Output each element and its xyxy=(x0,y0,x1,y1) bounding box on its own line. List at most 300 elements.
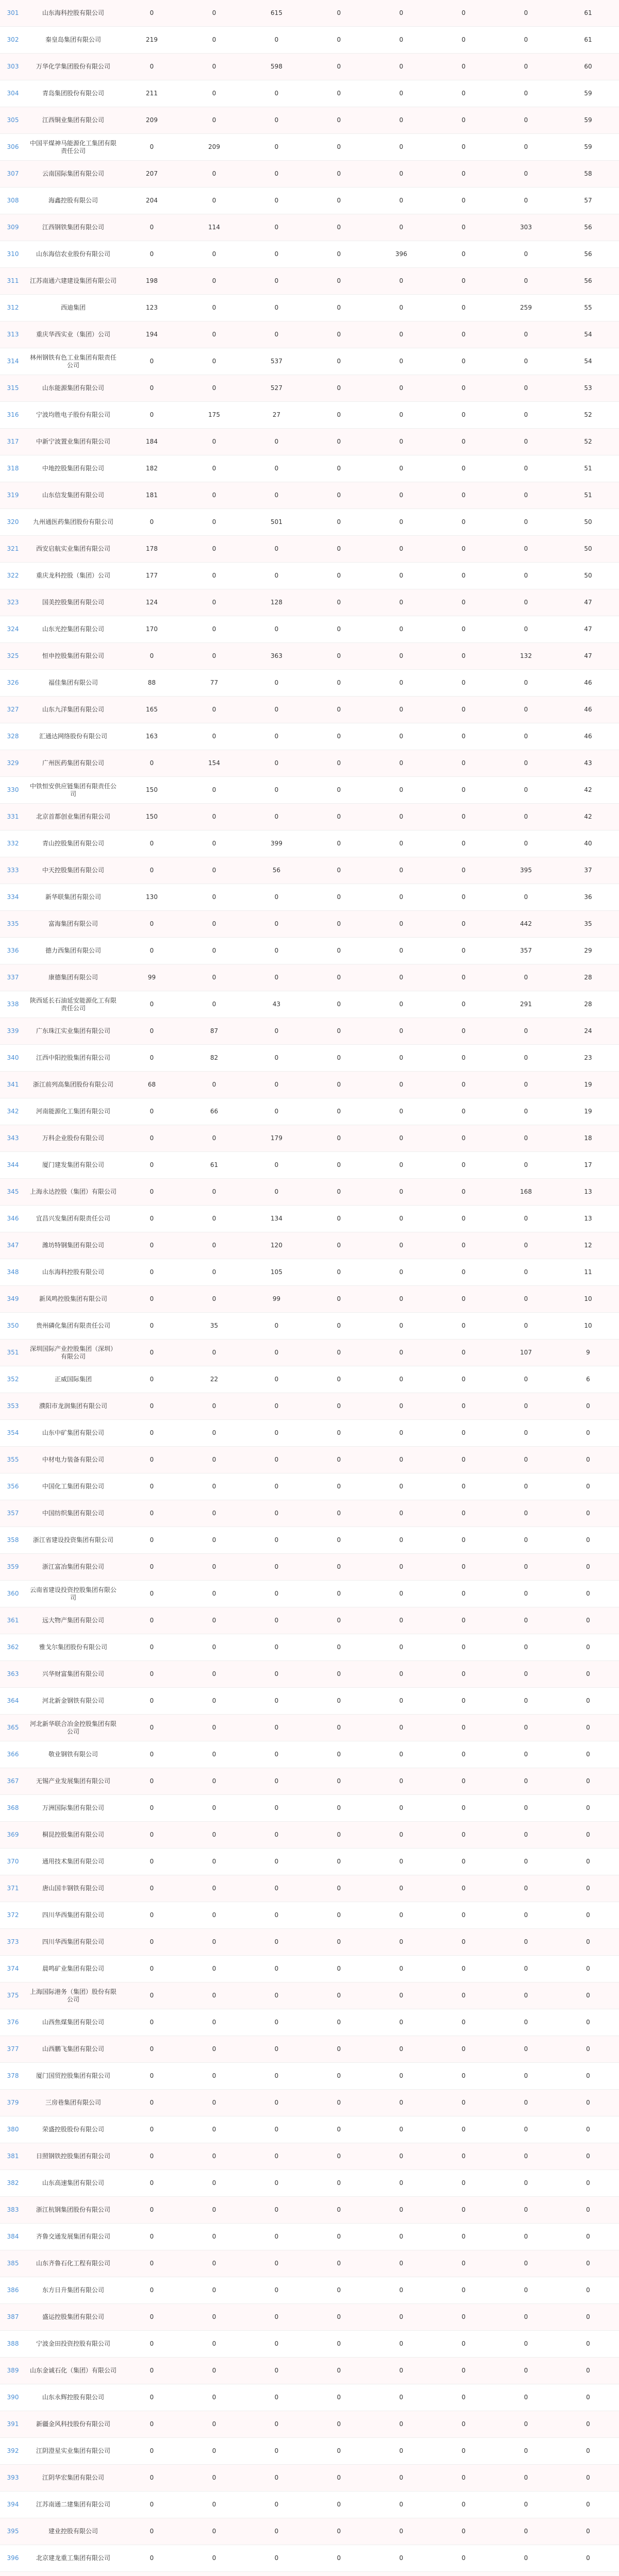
company-name-cell: 陕西延长石油延安能源化工有限责任公司 xyxy=(29,996,116,1012)
score-cell: 0 xyxy=(149,1831,154,1838)
score-cell: 0 xyxy=(461,1215,466,1222)
score-cell: 0 xyxy=(524,2501,528,2508)
score-cell: 0 xyxy=(461,679,466,686)
table-row xyxy=(0,1179,619,1206)
rank-cell[interactable]: 337 xyxy=(7,974,19,981)
score-cell: 615 xyxy=(271,9,282,16)
score-cell: 0 xyxy=(149,2233,154,2240)
score-cell: 0 xyxy=(461,116,466,124)
table-row xyxy=(0,1768,619,1795)
score-cell: 0 xyxy=(399,1295,404,1302)
rank-cell[interactable]: 310 xyxy=(7,250,19,258)
score-cell: 0 xyxy=(337,1617,341,1624)
company-name-cell: 北京建龙重工集团有限公司 xyxy=(36,2554,110,2562)
score-cell: 0 xyxy=(524,438,528,445)
table-row xyxy=(0,482,619,509)
rank-cell[interactable]: 313 xyxy=(7,331,19,338)
total-score-cell: 0 xyxy=(586,2019,590,2026)
score-cell: 0 xyxy=(337,2528,341,2535)
rank-cell[interactable]: 344 xyxy=(7,1161,19,1168)
score-cell: 0 xyxy=(399,1643,404,1651)
rank-cell[interactable]: 350 xyxy=(7,1322,19,1329)
rank-cell[interactable]: 303 xyxy=(7,63,19,70)
rank-cell[interactable]: 384 xyxy=(7,2233,19,2240)
rank-cell[interactable]: 318 xyxy=(7,465,19,472)
rank-cell[interactable]: 393 xyxy=(7,2474,19,2481)
company-name-cell: 宁波均胜电子股份有限公司 xyxy=(36,411,110,418)
total-score-cell: 0 xyxy=(586,2072,590,2079)
rank-cell[interactable]: 395 xyxy=(7,2528,19,2535)
score-cell: 395 xyxy=(520,867,532,874)
rank-cell[interactable]: 345 xyxy=(7,1188,19,1195)
score-cell: 0 xyxy=(399,759,404,767)
score-cell: 0 xyxy=(274,1161,279,1168)
table-row xyxy=(0,1795,619,1822)
score-cell: 0 xyxy=(274,1777,279,1785)
score-cell: 132 xyxy=(520,652,532,659)
score-cell: 0 xyxy=(524,1858,528,1865)
rank-cell[interactable]: 339 xyxy=(7,1027,19,1035)
rank-cell[interactable]: 378 xyxy=(7,2072,19,2079)
score-cell: 0 xyxy=(337,2340,341,2347)
score-cell: 0 xyxy=(337,1108,341,1115)
rank-cell[interactable]: 317 xyxy=(7,438,19,445)
rank-cell[interactable]: 391 xyxy=(7,2420,19,2428)
score-cell: 0 xyxy=(212,170,216,177)
table-row xyxy=(0,2358,619,2384)
score-cell: 0 xyxy=(461,2099,466,2106)
score-cell: 0 xyxy=(274,1885,279,1892)
score-cell: 0 xyxy=(149,1054,154,1061)
score-cell: 0 xyxy=(337,492,341,499)
total-score-cell: 36 xyxy=(584,893,592,901)
total-score-cell: 6 xyxy=(586,1376,590,1383)
score-cell: 0 xyxy=(337,1081,341,1088)
rank-cell[interactable]: 392 xyxy=(7,2447,19,2454)
score-cell: 0 xyxy=(461,572,466,579)
score-cell: 0 xyxy=(461,2126,466,2133)
score-cell: 0 xyxy=(149,1885,154,1892)
rank-cell[interactable]: 349 xyxy=(7,1295,19,1302)
score-cell: 198 xyxy=(146,277,158,284)
rank-cell[interactable]: 369 xyxy=(7,1831,19,1838)
score-cell: 0 xyxy=(461,2340,466,2347)
score-cell: 0 xyxy=(149,1402,154,1410)
score-cell: 0 xyxy=(212,2501,216,2508)
rank-cell[interactable]: 356 xyxy=(7,1483,19,1490)
score-cell: 0 xyxy=(274,947,279,954)
score-cell: 0 xyxy=(212,2394,216,2401)
rank-cell[interactable]: 333 xyxy=(7,867,19,874)
company-name-cell: 齐鲁交通发展集团有限公司 xyxy=(36,2233,110,2240)
company-name-cell: 远大物产集团有限公司 xyxy=(42,1617,104,1624)
rank-cell[interactable]: 326 xyxy=(7,679,19,686)
score-cell: 0 xyxy=(399,224,404,231)
rank-cell[interactable]: 323 xyxy=(7,599,19,606)
score-cell: 0 xyxy=(212,1483,216,1490)
score-cell: 0 xyxy=(212,331,216,338)
score-cell: 0 xyxy=(461,1108,466,1115)
score-cell: 0 xyxy=(337,1001,341,1008)
rank-cell[interactable]: 330 xyxy=(7,786,19,793)
score-cell: 0 xyxy=(399,1510,404,1517)
score-cell: 0 xyxy=(337,2501,341,2508)
rank-cell[interactable]: 312 xyxy=(7,304,19,311)
table-row xyxy=(0,804,619,831)
rank-cell[interactable]: 368 xyxy=(7,1804,19,1811)
rank-cell[interactable]: 343 xyxy=(7,1134,19,1142)
total-score-cell: 56 xyxy=(584,250,592,258)
rank-cell[interactable]: 301 xyxy=(7,9,19,16)
total-score-cell: 0 xyxy=(586,1938,590,1945)
table-row xyxy=(0,1956,619,1982)
score-cell: 0 xyxy=(337,90,341,97)
score-cell: 0 xyxy=(399,1697,404,1704)
rank-cell[interactable]: 302 xyxy=(7,36,19,43)
rank-cell[interactable]: 347 xyxy=(7,1242,19,1249)
table-row xyxy=(0,375,619,402)
score-cell: 0 xyxy=(274,2286,279,2294)
rank-cell[interactable]: 311 xyxy=(7,277,19,284)
score-cell: 0 xyxy=(212,1858,216,1865)
score-cell: 0 xyxy=(399,920,404,927)
rank-cell[interactable]: 308 xyxy=(7,197,19,204)
rank-cell[interactable]: 342 xyxy=(7,1108,19,1115)
score-cell: 0 xyxy=(212,1215,216,1222)
score-cell: 0 xyxy=(337,2554,341,2562)
rank-cell[interactable]: 341 xyxy=(7,1081,19,1088)
score-cell: 0 xyxy=(337,1027,341,1035)
rank-cell[interactable]: 329 xyxy=(7,759,19,767)
score-cell: 0 xyxy=(337,2072,341,2079)
total-score-cell: 11 xyxy=(584,1268,592,1276)
rank-cell[interactable]: 359 xyxy=(7,1563,19,1570)
rank-cell[interactable]: 320 xyxy=(7,518,19,526)
total-score-cell: 42 xyxy=(584,813,592,820)
total-score-cell: 52 xyxy=(584,411,592,418)
score-cell: 0 xyxy=(524,706,528,713)
rank-cell[interactable]: 364 xyxy=(7,1697,19,1704)
rank-cell[interactable]: 321 xyxy=(7,545,19,552)
score-cell: 0 xyxy=(461,706,466,713)
rank-cell[interactable]: 357 xyxy=(7,1510,19,1517)
company-name-cell: 江西钢铁集团有限公司 xyxy=(42,224,104,231)
score-cell: 0 xyxy=(274,277,279,284)
score-cell: 0 xyxy=(149,1804,154,1811)
company-name-cell: 浙江前列高集团股份有限公司 xyxy=(32,1081,113,1088)
score-cell: 0 xyxy=(524,250,528,258)
rank-cell[interactable]: 328 xyxy=(7,733,19,740)
score-cell: 0 xyxy=(461,1001,466,1008)
score-cell: 209 xyxy=(146,116,158,124)
company-name-cell: 通用技术集团有限公司 xyxy=(42,1858,104,1865)
rank-cell[interactable]: 351 xyxy=(7,1349,19,1356)
score-cell: 0 xyxy=(399,2179,404,2187)
score-cell: 0 xyxy=(524,2420,528,2428)
rank-cell[interactable]: 382 xyxy=(7,2179,19,2187)
score-cell: 0 xyxy=(461,1027,466,1035)
table-row xyxy=(0,1206,619,1232)
total-score-cell: 0 xyxy=(586,1402,590,1410)
score-cell: 150 xyxy=(146,786,158,793)
score-cell: 0 xyxy=(399,1858,404,1865)
score-cell: 0 xyxy=(461,2153,466,2160)
table-row xyxy=(0,1447,619,1473)
score-cell: 0 xyxy=(274,2367,279,2374)
company-name-cell: 康德集团有限公司 xyxy=(48,974,98,981)
table-row xyxy=(0,2036,619,2063)
rank-cell[interactable]: 366 xyxy=(7,1751,19,1758)
score-cell: 0 xyxy=(524,1831,528,1838)
rank-cell[interactable]: 376 xyxy=(7,2019,19,2026)
total-score-cell: 24 xyxy=(584,1027,592,1035)
rank-cell[interactable]: 304 xyxy=(7,90,19,97)
company-name-cell: 河南能源化工集团有限公司 xyxy=(36,1108,110,1115)
score-cell: 0 xyxy=(461,1081,466,1088)
total-score-cell: 19 xyxy=(584,1108,592,1115)
rank-cell[interactable]: 383 xyxy=(7,2206,19,2213)
rank-cell[interactable]: 324 xyxy=(7,625,19,633)
rank-cell[interactable]: 306 xyxy=(7,143,19,150)
rank-cell[interactable]: 385 xyxy=(7,2260,19,2267)
score-cell xyxy=(183,2572,245,2576)
score-cell: 0 xyxy=(524,2179,528,2187)
score-cell: 0 xyxy=(337,706,341,713)
rank-cell[interactable]: 390 xyxy=(7,2394,19,2401)
total-score-cell: 0 xyxy=(586,2099,590,2106)
total-score-cell: 0 xyxy=(586,1804,590,1811)
score-cell: 0 xyxy=(461,599,466,606)
rank-cell[interactable]: 387 xyxy=(7,2313,19,2320)
score-cell: 0 xyxy=(337,1429,341,1436)
score-cell: 0 xyxy=(524,358,528,365)
rank-cell[interactable]: 334 xyxy=(7,893,19,901)
rank-cell[interactable]: 363 xyxy=(7,1670,19,1677)
score-cell: 0 xyxy=(337,1885,341,1892)
score-cell: 0 xyxy=(337,465,341,472)
score-cell: 0 xyxy=(461,2394,466,2401)
company-name-cell: 雅戈尔集团股份有限公司 xyxy=(39,1643,107,1651)
table-row xyxy=(0,1045,619,1072)
rank-cell[interactable]: 316 xyxy=(7,411,19,418)
rank-cell[interactable]: 327 xyxy=(7,706,19,713)
score-cell: 184 xyxy=(146,438,158,445)
company-name-cell: 江阴澄星实业集团有限公司 xyxy=(36,2447,110,2454)
score-cell: 0 xyxy=(149,1268,154,1276)
score-cell: 0 xyxy=(399,2233,404,2240)
score-cell: 0 xyxy=(212,947,216,954)
score-cell: 0 xyxy=(274,974,279,981)
table-row xyxy=(0,2572,619,2576)
rank-cell[interactable]: 336 xyxy=(7,947,19,954)
score-cell: 0 xyxy=(337,2045,341,2053)
score-cell: 0 xyxy=(461,2420,466,2428)
rank-cell[interactable]: 353 xyxy=(7,1402,19,1410)
score-cell: 0 xyxy=(399,1536,404,1544)
score-cell: 0 xyxy=(337,652,341,659)
rank-cell[interactable]: 354 xyxy=(7,1429,19,1436)
score-cell: 0 xyxy=(337,1536,341,1544)
score-cell: 0 xyxy=(274,2179,279,2187)
score-cell: 0 xyxy=(337,250,341,258)
rank-cell[interactable]: 305 xyxy=(7,116,19,124)
rank-cell[interactable]: 377 xyxy=(7,2045,19,2053)
rank-cell[interactable]: 338 xyxy=(7,1001,19,1008)
rank-cell[interactable]: 325 xyxy=(7,652,19,659)
score-cell: 0 xyxy=(337,786,341,793)
score-cell: 0 xyxy=(337,920,341,927)
score-cell: 211 xyxy=(146,90,158,97)
score-cell: 0 xyxy=(524,1536,528,1544)
total-score-cell: 0 xyxy=(586,1831,590,1838)
total-score-cell: 0 xyxy=(586,2528,590,2535)
company-name-cell: 无锡产业发展集团有限公司 xyxy=(36,1777,110,1785)
score-cell: 0 xyxy=(212,652,216,659)
score-cell: 0 xyxy=(524,1402,528,1410)
rank-cell[interactable]: 370 xyxy=(7,1858,19,1865)
score-cell: 0 xyxy=(524,625,528,633)
score-cell: 0 xyxy=(274,1054,279,1061)
rank-cell[interactable]: 335 xyxy=(7,920,19,927)
rank-cell[interactable]: 379 xyxy=(7,2099,19,2106)
score-cell: 0 xyxy=(149,2019,154,2026)
rank-cell[interactable]: 309 xyxy=(7,224,19,231)
score-cell: 0 xyxy=(399,358,404,365)
score-cell: 0 xyxy=(149,2313,154,2320)
rank-cell[interactable]: 396 xyxy=(7,2554,19,2562)
rank-cell[interactable]: 315 xyxy=(7,384,19,392)
score-cell: 0 xyxy=(212,492,216,499)
table-row xyxy=(0,1715,619,1741)
rank-cell[interactable]: 367 xyxy=(7,1777,19,1785)
score-cell: 0 xyxy=(212,867,216,874)
score-cell: 0 xyxy=(337,2233,341,2240)
score-cell: 0 xyxy=(399,277,404,284)
score-cell: 0 xyxy=(461,786,466,793)
company-name-cell: 山东高速集团有限公司 xyxy=(42,2179,104,2187)
rank-cell[interactable]: 380 xyxy=(7,2126,19,2133)
company-name-cell: 山东能源集团有限公司 xyxy=(42,384,104,392)
rank-cell[interactable]: 365 xyxy=(7,1724,19,1731)
rank-cell[interactable]: 332 xyxy=(7,840,19,847)
score-cell: 175 xyxy=(208,411,220,418)
score-cell: 0 xyxy=(399,2206,404,2213)
total-score-cell: 47 xyxy=(584,652,592,659)
rank-cell[interactable]: 375 xyxy=(7,1992,19,1999)
score-cell: 0 xyxy=(212,1831,216,1838)
rank-cell[interactable]: 340 xyxy=(7,1054,19,1061)
score-cell: 179 xyxy=(271,1134,282,1142)
company-name-cell: 山西鹏飞集团有限公司 xyxy=(42,2045,104,2053)
rank-cell[interactable]: 352 xyxy=(7,1376,19,1383)
score-cell: 0 xyxy=(461,143,466,150)
score-cell: 0 xyxy=(149,1215,154,1222)
rank-cell[interactable]: 307 xyxy=(7,170,19,177)
rank-cell[interactable]: 361 xyxy=(7,1617,19,1624)
score-cell: 0 xyxy=(149,1027,154,1035)
rank-cell[interactable] xyxy=(0,2572,26,2576)
rank-cell[interactable]: 374 xyxy=(7,1965,19,1972)
company-name-cell: 山东海信农业股份有限公司 xyxy=(36,250,110,258)
score-cell: 134 xyxy=(271,1215,282,1222)
company-name-cell: 厦门建发集团有限公司 xyxy=(42,1161,104,1168)
total-score-cell: 50 xyxy=(584,518,592,526)
score-cell: 0 xyxy=(274,2260,279,2267)
score-cell: 0 xyxy=(399,840,404,847)
rank-cell[interactable]: 371 xyxy=(7,1885,19,1892)
total-score-cell: 47 xyxy=(584,625,592,633)
score-cell: 0 xyxy=(461,1590,466,1597)
table-row xyxy=(0,1125,619,1152)
score-cell: 0 xyxy=(399,2019,404,2026)
company-name-cell: 宜昌兴发集团有限责任公司 xyxy=(36,1215,110,1222)
rank-cell[interactable]: 346 xyxy=(7,1215,19,1222)
score-cell: 0 xyxy=(212,920,216,927)
total-score-cell: 0 xyxy=(586,1965,590,1972)
score-cell: 0 xyxy=(274,143,279,150)
rank-cell[interactable]: 331 xyxy=(7,813,19,820)
rank-cell[interactable]: 355 xyxy=(7,1456,19,1463)
total-score-cell: 0 xyxy=(586,2045,590,2053)
rank-cell[interactable]: 381 xyxy=(7,2153,19,2160)
score-cell: 0 xyxy=(399,1134,404,1142)
score-cell: 0 xyxy=(274,1081,279,1088)
score-cell: 0 xyxy=(274,116,279,124)
score-cell: 0 xyxy=(399,1027,404,1035)
score-cell: 0 xyxy=(337,1697,341,1704)
rank-cell[interactable]: 373 xyxy=(7,1938,19,1945)
score-cell: 0 xyxy=(337,1992,341,1999)
total-score-cell: 0 xyxy=(586,2179,590,2187)
score-cell: 0 xyxy=(274,2019,279,2026)
rank-cell[interactable]: 358 xyxy=(7,1536,19,1544)
score-cell: 0 xyxy=(149,2286,154,2294)
rank-cell[interactable]: 348 xyxy=(7,1268,19,1276)
rank-cell[interactable]: 389 xyxy=(7,2367,19,2374)
score-cell: 0 xyxy=(149,1483,154,1490)
rank-cell[interactable]: 372 xyxy=(7,1911,19,1919)
rank-cell[interactable]: 388 xyxy=(7,2340,19,2347)
score-cell: 0 xyxy=(149,759,154,767)
company-name-cell: 青岛集团股份有限公司 xyxy=(42,90,104,97)
score-cell: 0 xyxy=(461,1376,466,1383)
table-row xyxy=(0,188,619,214)
total-score-cell: 23 xyxy=(584,1054,592,1061)
score-cell: 0 xyxy=(524,2286,528,2294)
score-cell: 0 xyxy=(337,411,341,418)
table-row xyxy=(0,2331,619,2358)
rank-cell[interactable]: 322 xyxy=(7,572,19,579)
score-cell: 0 xyxy=(212,1992,216,1999)
rank-cell[interactable]: 394 xyxy=(7,2501,19,2508)
score-cell: 0 xyxy=(399,465,404,472)
company-name-cell: 恒申控股集团有限公司 xyxy=(42,652,104,659)
score-cell: 0 xyxy=(461,1134,466,1142)
total-score-cell: 0 xyxy=(586,2394,590,2401)
score-cell: 0 xyxy=(149,1777,154,1785)
total-score-cell: 0 xyxy=(586,2420,590,2428)
score-cell: 0 xyxy=(461,2019,466,2026)
score-cell: 0 xyxy=(337,2153,341,2160)
score-cell: 0 xyxy=(337,170,341,177)
rank-cell[interactable]: 386 xyxy=(7,2286,19,2294)
rank-cell[interactable]: 314 xyxy=(7,358,19,365)
rank-cell[interactable]: 319 xyxy=(7,492,19,499)
score-cell: 0 xyxy=(149,1322,154,1329)
rank-cell[interactable]: 360 xyxy=(7,1590,19,1597)
rank-cell[interactable]: 362 xyxy=(7,1643,19,1651)
score-cell: 537 xyxy=(271,358,282,365)
